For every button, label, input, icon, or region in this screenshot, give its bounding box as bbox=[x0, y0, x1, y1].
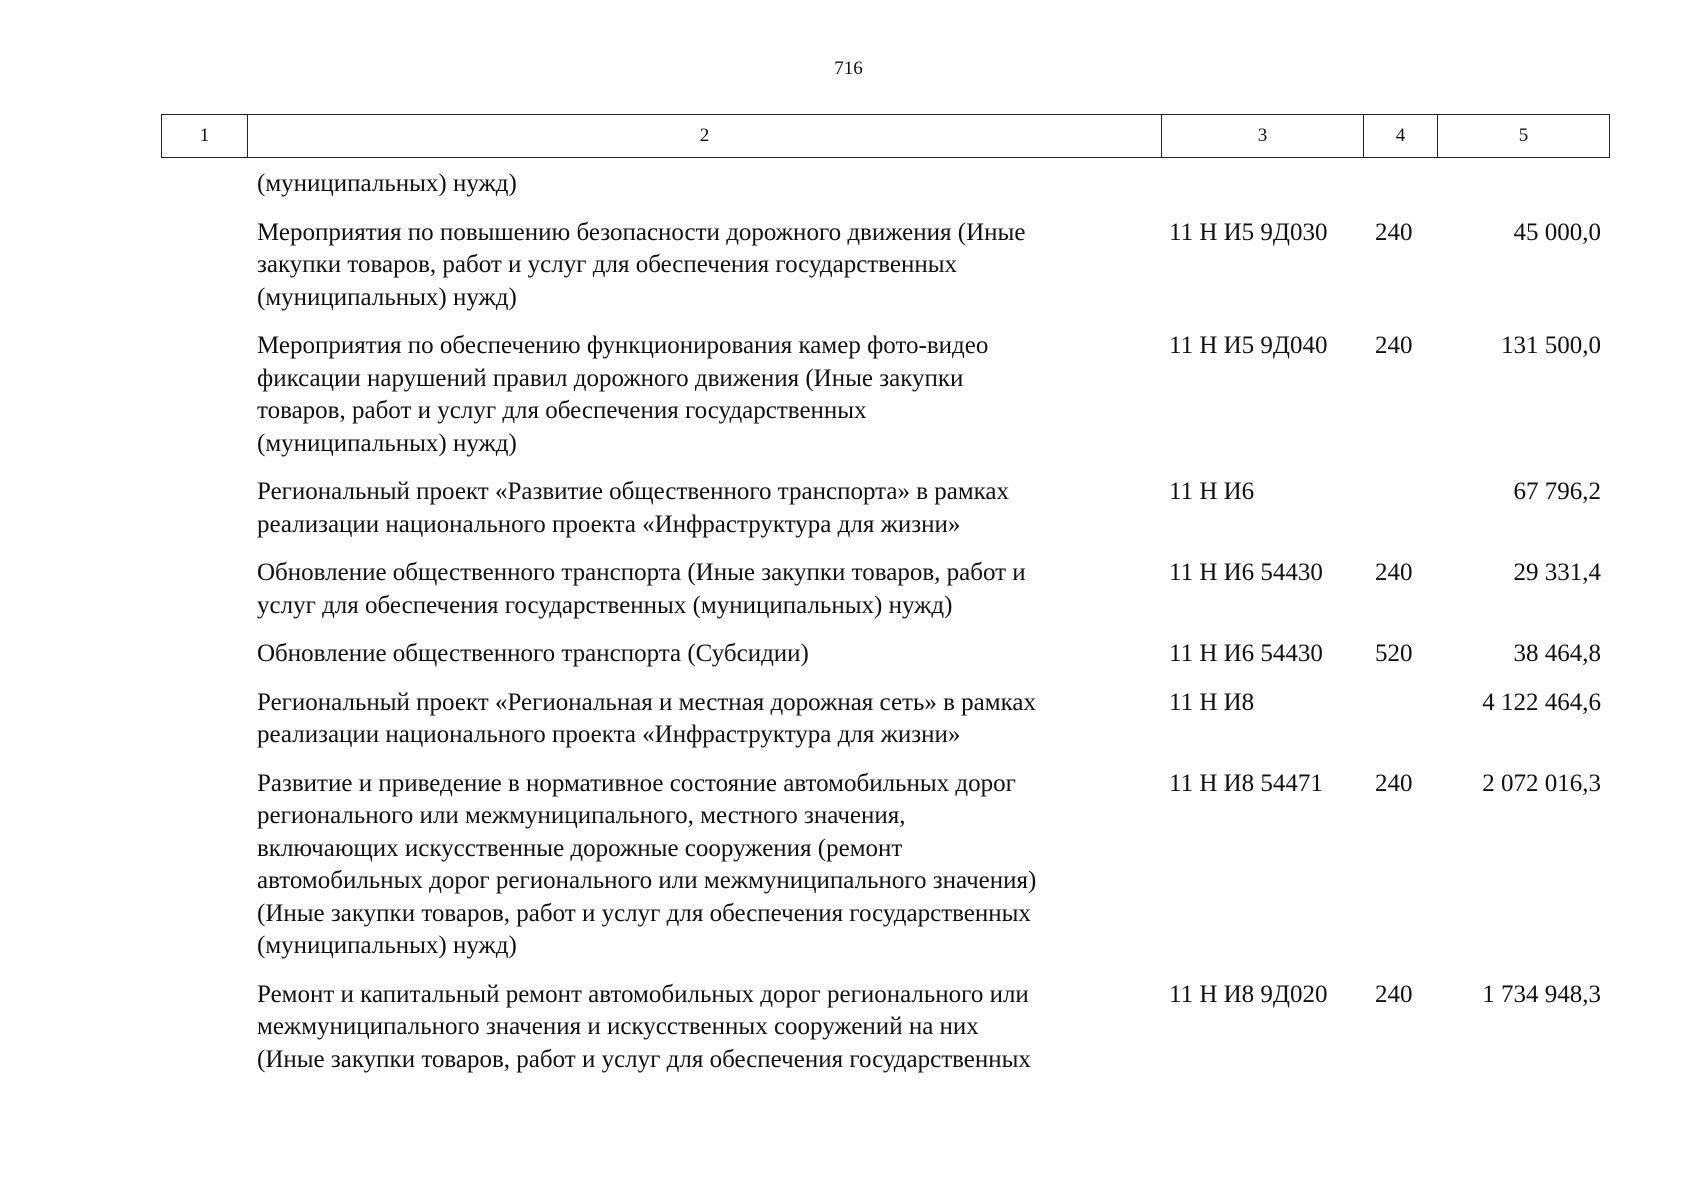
row-code bbox=[1169, 168, 1375, 201]
table-body bbox=[161, 168, 1610, 1092]
row-description: Мероприятия по повышению безопасности дорожного движения (Иные закупки товаров, работ и услуг для обеспечения государственных (муниципальных) нужд) bbox=[257, 218, 1026, 311]
row-code: 11 Н И8 54471 bbox=[1169, 769, 1323, 797]
header-col-2: 2 bbox=[248, 115, 1162, 157]
row-code: 11 Н И8 9Д020 bbox=[1169, 980, 1328, 1008]
row-code: 11 Н И6 54430 bbox=[1169, 640, 1323, 667]
table-header bbox=[161, 114, 1610, 158]
row-type: 240 bbox=[1375, 218, 1413, 246]
row-description: (муниципальных) нужд) bbox=[257, 170, 517, 197]
table-row bbox=[161, 979, 1610, 1077]
row-sum: 45 000,0 bbox=[1513, 218, 1601, 246]
row-sum: 38 464,8 bbox=[1513, 640, 1601, 667]
table-row bbox=[161, 687, 1610, 752]
row-description: Мероприятия по обеспечению функционирования камер фото-видео фиксации нарушений правил дорожного движения (Иные закупки товаров, работ и услуг для обеспечения государственных (муниципальных) нужд) bbox=[257, 332, 989, 457]
header-col-3: 3 bbox=[1162, 115, 1364, 157]
table-row bbox=[161, 768, 1610, 963]
table-row bbox=[161, 557, 1610, 622]
header-col-1: 1 bbox=[162, 115, 248, 157]
row-code: 11 Н И5 9Д040 bbox=[1169, 332, 1328, 359]
table-row bbox=[161, 330, 1610, 460]
row-type: 240 bbox=[1375, 980, 1413, 1008]
row-sum: 1 734 948,3 bbox=[1482, 980, 1601, 1008]
row-sum bbox=[1427, 168, 1610, 201]
row-sum: 131 500,0 bbox=[1501, 332, 1601, 359]
table-row bbox=[161, 476, 1610, 541]
row-code: 11 Н И5 9Д030 bbox=[1169, 218, 1328, 246]
row-type: 520 bbox=[1375, 640, 1413, 667]
row-sum: 2 072 016,3 bbox=[1482, 769, 1601, 797]
row-description: Обновление общественного транспорта (Иные закупки товаров, работ и услуг для обеспечения государственных (муниципальных) нужд) bbox=[257, 559, 1026, 619]
row-description: Региональный проект «Развитие общественного транспорта» в рамках реализации национального проекта «Инфраструктура для жизни» bbox=[257, 478, 1010, 538]
row-type: 240 bbox=[1375, 769, 1413, 797]
header-col-4: 4 bbox=[1364, 115, 1438, 157]
table-row bbox=[161, 168, 1610, 201]
row-code: 11 Н И8 bbox=[1169, 688, 1255, 716]
row-sum: 29 331,4 bbox=[1513, 559, 1601, 586]
row-description: Региональный проект «Региональная и местная дорожная сеть» в рамках реализации национального проекта «Инфраструктура для жизни» bbox=[257, 688, 1036, 748]
row-code: 11 Н И6 bbox=[1169, 478, 1255, 505]
row-sum: 67 796,2 bbox=[1513, 478, 1601, 505]
row-type bbox=[1375, 687, 1427, 752]
row-description: Развитие и приведение в нормативное состояние автомобильных дорог регионального или межмуниципального, местного значения, включающих искусственные дорожные сооружения (ремонт автомобильных дорог регионального или межмуниципального значения) (Иные закупки товаров, работ и услуг для обеспечения государственных (муниципальных) нужд) bbox=[257, 769, 1037, 959]
row-type: 240 bbox=[1375, 559, 1413, 586]
row-description: Обновление общественного транспорта (Субсидии) bbox=[257, 640, 809, 667]
table-row bbox=[161, 638, 1610, 671]
row-type bbox=[1375, 476, 1427, 541]
row-type bbox=[1375, 168, 1427, 201]
page-number: 716 bbox=[834, 58, 863, 79]
row-type: 240 bbox=[1375, 332, 1413, 359]
table-row bbox=[161, 217, 1610, 315]
header-col-5: 5 bbox=[1518, 125, 1529, 146]
row-code: 11 Н И6 54430 bbox=[1169, 559, 1323, 586]
row-sum: 4 122 464,6 bbox=[1482, 688, 1601, 716]
row-description: Ремонт и капитальный ремонт автомобильных дорог регионального или межмуниципального значения и искусственных сооружений на них (Иные закупки товаров, работ и услуг для обеспечения государственных bbox=[257, 980, 1031, 1073]
